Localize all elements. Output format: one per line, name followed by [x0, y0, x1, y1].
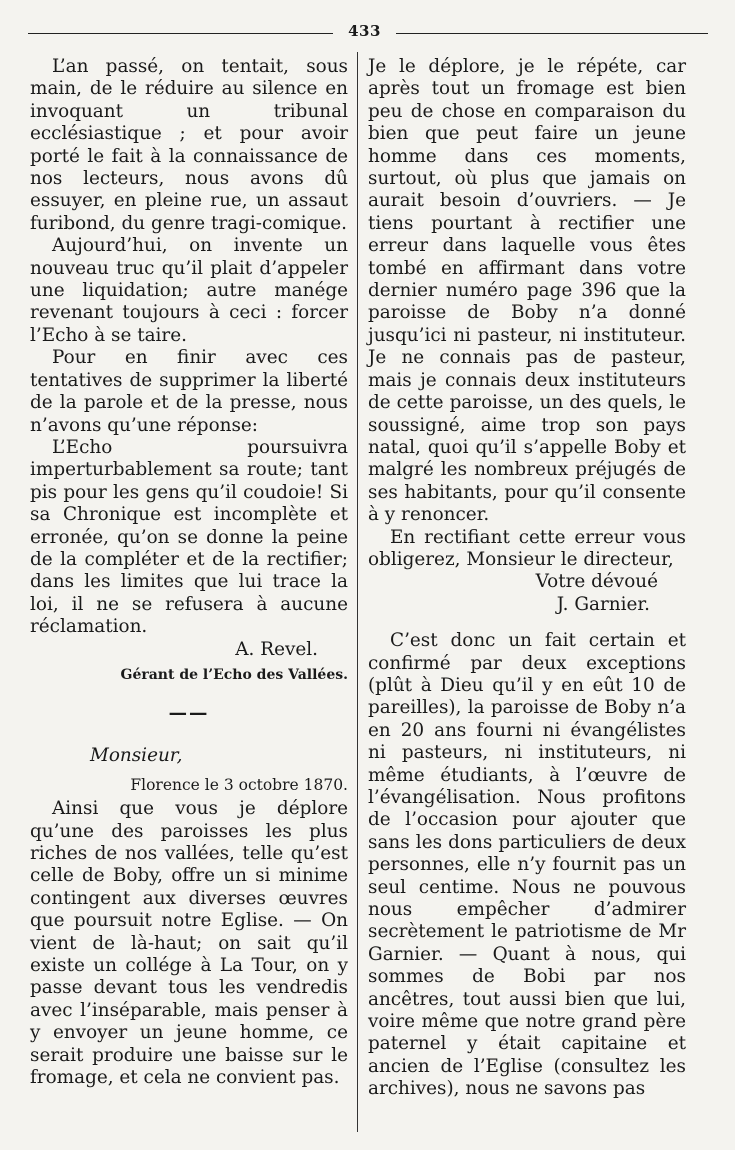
column-divider — [357, 52, 358, 1132]
left-paragraph-2: Aujourd’hui, on invente un nouveau truc qu’il plait d’appeler une liquidation; autre manége revenant toujours à ceci : forcer l’Echo à se taire. — [30, 235, 348, 346]
left-paragraph-4: L’Echo poursuivra imperturbablement sa route; tant pis pour les gens qu’il coudoie! Si sa Chronique est incomplète et erronée, qu’on se donne la peine de la compléter et de la rectifier; dans les limites que lui trace la loi, il ne se refusera à aucune réclamation. — [30, 436, 348, 638]
right-paragraph-3: C’est donc un fait certain et confirmé par deux exceptions (plût à Dieu qu’il y en eût 10 de pareilles), la paroisse de Boby n’a en 20 ans fourni ni évangélistes ni pasteurs, ni instituteurs, ni même étudiants, à l’œuvre de l’évangélisation. Nous profitons de l’occasion pour ajouter que sans les dons particuliers de deux personnes, elle n’y fournit pas un seul centime. Nous ne pouvous nous empêcher d’admirer secrètement le patriotisme de Mr Garnier. — Quant à nous, qui sommes de Bobi par nos ancêtres, tout aussi bien que lui, voire même que notre grand père paternel y était capitaine et ancien de l’Eglise (consultez les archives), nous ne savons pas — [368, 630, 686, 1100]
revel-signature: A. Revel. — [235, 638, 318, 660]
letter-salutation: Monsieur, — [90, 745, 183, 767]
revel-signature-title: Gérant de l’Echo des Vallées. — [120, 666, 348, 683]
garnier-signature: J. Garnier. — [556, 593, 650, 615]
right-paragraph-1: Je le déplore, je le répéte, car après tout un fromage est bien peu de chose en comparaison du bien que peut faire un jeune homme dans ces moments, surtout, où plus que jamais on aurait besoin d’ouvriers. — Je tiens pourtant à rectifier une erreur dans laquelle vous êtes tombé en affirmant dans votre dernier numéro page 396 que la paroisse de Boby n’a donné jusqu’ici ni pasteur, ni instituteur. Je ne connais pas de pasteur, mais je connais deux instituteurs de cette paroisse, un des quels, le soussigné, aime trop son pays natal, quoi qu’il s’appelle Boby et malgré les nombreux préjugés de ses habitants, pour qu’il consente à y renoncer. — [368, 56, 686, 526]
left-column — [30, 56, 348, 1089]
left-paragraph-1: L’an passé, on tentait, sous main, de le réduire au silence en invoquant un tribunal ecclésiastique ; et pour avoir porté le fait à la connaissance de nos lecteurs, nous avons dû essuyer, en pleine rue, un assaut furibond, du genre tragi-comique. — [30, 56, 348, 234]
page-header — [28, 22, 708, 42]
left-paragraph-3: Pour en finir avec ces tentatives de supprimer la liberté de la parole et de la presse, nous n’avons qu’une réponse: — [30, 347, 348, 436]
page-number: 433 — [348, 22, 381, 40]
paragraph-gap — [368, 616, 686, 630]
header-rule-right — [396, 33, 708, 34]
left-paragraph-5: Ainsi que vous je déplore qu’une des paroisses les plus riches de nos vallées, telle qu’est celle de Boby, offre un si minime contingent aux diverses œuvres que poursuit notre Eglise. — On vient de là-haut; on sait qu’il existe un collége à La Tour, on y passe devant tous les vendredis avec l’inséparable, mais penser à y envoyer un jeune homme, ce serait produire une baisse sur le fromage, et cela ne convient pas. — [30, 798, 348, 1089]
section-separator: —— — [168, 702, 210, 724]
letter-dateline: Florence le 3 octobre 1870. — [130, 775, 348, 794]
right-paragraph-2: En rectifiant cette erreur vous obligerez, Monsieur le directeur, — [368, 526, 686, 570]
right-column — [368, 56, 686, 1101]
header-rule-left — [28, 33, 333, 34]
letter-closing: Votre dévoué — [535, 571, 658, 593]
